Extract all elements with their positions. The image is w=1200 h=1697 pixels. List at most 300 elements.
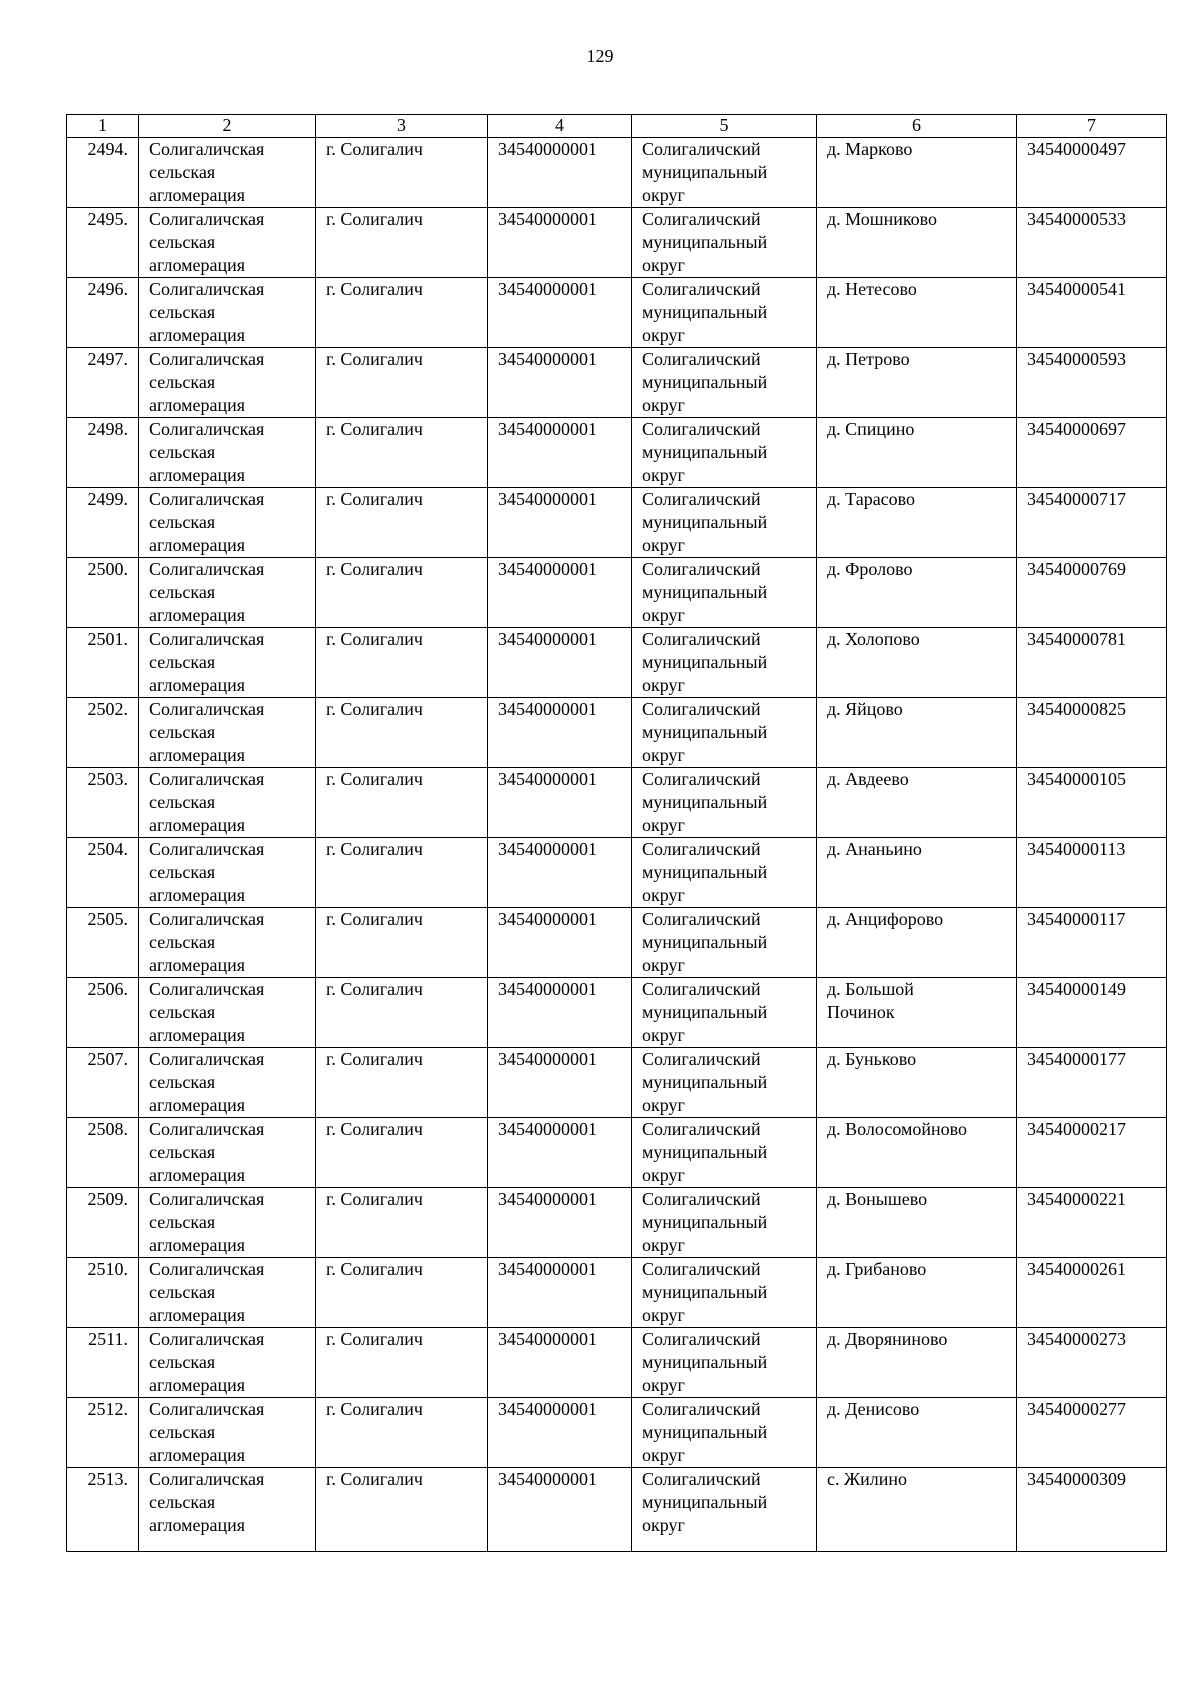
agglomeration-line: сельская: [149, 162, 216, 182]
row-number: 2513.: [67, 1468, 139, 1552]
district-line: Солигаличский: [642, 699, 761, 719]
table-row: [67, 1468, 1167, 1552]
settlement-cell: [817, 1118, 1017, 1188]
table-row: [67, 138, 1167, 208]
district-line: Солигаличский: [642, 629, 761, 649]
district-line: муниципальный: [642, 1002, 768, 1022]
agglomeration-line: сельская: [149, 1212, 216, 1232]
settlement-line: д. Петрово: [827, 349, 910, 369]
district-line: муниципальный: [642, 302, 768, 322]
agglomeration-line: сельская: [149, 1282, 216, 1302]
center-cell: г. Солигалич: [316, 1468, 488, 1552]
district-cell: [632, 768, 817, 838]
center-cell: г. Солигалич: [316, 1328, 488, 1398]
agglomeration-line: агломерация: [149, 325, 246, 345]
district-line: округ: [642, 675, 685, 695]
district-line: Солигаличский: [642, 979, 761, 999]
table-row: [67, 1118, 1167, 1188]
agglomeration-cell: [139, 1118, 316, 1188]
district-line: округ: [642, 325, 685, 345]
center-code-cell: 34540000001: [488, 1118, 632, 1188]
settlement-code-cell: 34540000149: [1017, 978, 1167, 1048]
agglomeration-line: Солигаличская: [149, 1259, 265, 1279]
district-line: округ: [642, 955, 685, 975]
center-code-cell: 34540000001: [488, 278, 632, 348]
agglomeration-line: Солигаличская: [149, 979, 265, 999]
center-code-cell: 34540000001: [488, 1468, 632, 1552]
center-code-cell: 34540000001: [488, 628, 632, 698]
agglomeration-cell: [139, 348, 316, 418]
row-number: 2496.: [67, 278, 139, 348]
agglomeration-line: агломерация: [149, 1445, 246, 1465]
district-line: Солигаличский: [642, 1329, 761, 1349]
settlement-line: с. Жилино: [827, 1469, 907, 1489]
district-cell: [632, 698, 817, 768]
district-cell: [632, 1398, 817, 1468]
center-cell: г. Солигалич: [316, 1258, 488, 1328]
settlement-cell: [817, 768, 1017, 838]
agglomeration-line: сельская: [149, 932, 216, 952]
center-cell: г. Солигалич: [316, 348, 488, 418]
settlement-code-cell: 34540000309: [1017, 1468, 1167, 1552]
row-number: 2494.: [67, 138, 139, 208]
settlement-cell: [817, 1048, 1017, 1118]
settlement-code-cell: 34540000825: [1017, 698, 1167, 768]
row-number: 2506.: [67, 978, 139, 1048]
district-cell: [632, 278, 817, 348]
district-cell: [632, 138, 817, 208]
district-line: Солигаличский: [642, 139, 761, 159]
center-code-cell: 34540000001: [488, 908, 632, 978]
center-cell: г. Солигалич: [316, 138, 488, 208]
settlement-cell: [817, 558, 1017, 628]
settlement-code-cell: 34540000781: [1017, 628, 1167, 698]
agglomeration-line: агломерация: [149, 605, 246, 625]
agglomeration-line: сельская: [149, 582, 216, 602]
center-cell: г. Солигалич: [316, 1118, 488, 1188]
agglomeration-cell: [139, 138, 316, 208]
center-code-cell: 34540000001: [488, 488, 632, 558]
settlement-line: д. Ананьино: [827, 839, 922, 859]
district-line: округ: [642, 1305, 685, 1325]
district-line: Солигаличский: [642, 279, 761, 299]
column-header: 3: [316, 115, 488, 138]
district-line: муниципальный: [642, 512, 768, 532]
center-code-cell: 34540000001: [488, 1328, 632, 1398]
table-row: [67, 838, 1167, 908]
agglomeration-line: Солигаличская: [149, 839, 265, 859]
agglomeration-line: агломерация: [149, 1025, 246, 1045]
settlement-code-cell: 34540000697: [1017, 418, 1167, 488]
agglomeration-line: Солигаличская: [149, 279, 265, 299]
table-row: [67, 1398, 1167, 1468]
district-line: округ: [642, 535, 685, 555]
center-code-cell: 34540000001: [488, 1398, 632, 1468]
column-number-header-row: [67, 115, 1167, 138]
settlement-line: д. Дворяниново: [827, 1329, 948, 1349]
settlement-code-cell: 34540000717: [1017, 488, 1167, 558]
table-body: [67, 138, 1167, 1552]
agglomeration-line: сельская: [149, 652, 216, 672]
agglomeration-line: Солигаличская: [149, 209, 265, 229]
district-line: муниципальный: [642, 162, 768, 182]
agglomeration-line: сельская: [149, 442, 216, 462]
settlement-line: д. Мошниково: [827, 209, 938, 229]
district-line: округ: [642, 395, 685, 415]
settlement-code-cell: 34540000541: [1017, 278, 1167, 348]
settlement-line: д. Яйцово: [827, 699, 903, 719]
table-row: [67, 1048, 1167, 1118]
settlement-line: д. Большой: [827, 979, 914, 999]
district-line: муниципальный: [642, 1282, 768, 1302]
center-cell: г. Солигалич: [316, 1398, 488, 1468]
district-line: округ: [642, 745, 685, 765]
agglomeration-cell: [139, 838, 316, 908]
district-line: округ: [642, 1025, 685, 1045]
district-line: округ: [642, 605, 685, 625]
table-row: [67, 348, 1167, 418]
center-code-cell: 34540000001: [488, 978, 632, 1048]
settlement-cell: [817, 138, 1017, 208]
district-cell: [632, 488, 817, 558]
district-line: муниципальный: [642, 372, 768, 392]
row-number: 2500.: [67, 558, 139, 628]
row-number: 2507.: [67, 1048, 139, 1118]
agglomeration-cell: [139, 278, 316, 348]
district-line: Солигаличский: [642, 1049, 761, 1069]
district-line: Солигаличский: [642, 1119, 761, 1139]
agglomeration-cell: [139, 628, 316, 698]
settlement-cell: [817, 1398, 1017, 1468]
agglomeration-line: Солигаличская: [149, 769, 265, 789]
agglomeration-line: сельская: [149, 232, 216, 252]
agglomeration-line: агломерация: [149, 535, 246, 555]
center-cell: г. Солигалич: [316, 628, 488, 698]
agglomeration-line: сельская: [149, 1352, 216, 1372]
agglomeration-line: сельская: [149, 1142, 216, 1162]
district-cell: [632, 1258, 817, 1328]
settlement-code-cell: 34540000177: [1017, 1048, 1167, 1118]
agglomeration-line: агломерация: [149, 1095, 246, 1115]
district-line: округ: [642, 1095, 685, 1115]
district-line: округ: [642, 465, 685, 485]
settlement-line: д. Фролово: [827, 559, 913, 579]
district-cell: [632, 628, 817, 698]
district-cell: [632, 348, 817, 418]
agglomeration-line: агломерация: [149, 815, 246, 835]
table-row: [67, 978, 1167, 1048]
center-cell: г. Солигалич: [316, 768, 488, 838]
agglomeration-line: сельская: [149, 1002, 216, 1022]
table-row: [67, 908, 1167, 978]
agglomeration-cell: [139, 558, 316, 628]
agglomeration-cell: [139, 208, 316, 278]
agglomeration-line: Солигаличская: [149, 909, 265, 929]
settlement-line: д. Волосомойново: [827, 1119, 968, 1139]
settlement-cell: [817, 488, 1017, 558]
settlement-cell: [817, 838, 1017, 908]
agglomeration-line: сельская: [149, 722, 216, 742]
district-cell: [632, 208, 817, 278]
settlement-cell: [817, 278, 1017, 348]
row-number: 2509.: [67, 1188, 139, 1258]
table-row: [67, 488, 1167, 558]
agglomeration-cell: [139, 1188, 316, 1258]
row-number: 2499.: [67, 488, 139, 558]
district-line: Солигаличский: [642, 1189, 761, 1209]
row-number: 2502.: [67, 698, 139, 768]
settlement-code-cell: 34540000221: [1017, 1188, 1167, 1258]
district-line: Солигаличский: [642, 909, 761, 929]
center-cell: г. Солигалич: [316, 278, 488, 348]
settlement-line: д. Холопово: [827, 629, 920, 649]
district-line: округ: [642, 1445, 685, 1465]
center-cell: г. Солигалич: [316, 1188, 488, 1258]
center-cell: г. Солигалич: [316, 558, 488, 628]
district-line: Солигаличский: [642, 419, 761, 439]
row-number: 2508.: [67, 1118, 139, 1188]
agglomeration-line: Солигаличская: [149, 699, 265, 719]
district-line: муниципальный: [642, 1422, 768, 1442]
agglomeration-cell: [139, 1398, 316, 1468]
table-row: [67, 768, 1167, 838]
center-code-cell: 34540000001: [488, 1258, 632, 1328]
center-code-cell: 34540000001: [488, 1188, 632, 1258]
agglomeration-line: агломерация: [149, 1515, 246, 1535]
agglomeration-line: Солигаличская: [149, 1329, 265, 1349]
settlement-cell: [817, 418, 1017, 488]
district-line: округ: [642, 885, 685, 905]
settlement-line: д. Спицино: [827, 419, 915, 439]
district-line: муниципальный: [642, 722, 768, 742]
agglomeration-line: сельская: [149, 302, 216, 322]
row-number: 2505.: [67, 908, 139, 978]
district-line: округ: [642, 1165, 685, 1185]
table-row: [67, 698, 1167, 768]
column-header: 7: [1017, 115, 1167, 138]
center-code-cell: 34540000001: [488, 1048, 632, 1118]
agglomeration-cell: [139, 1258, 316, 1328]
table-row: [67, 418, 1167, 488]
agglomeration-line: Солигаличская: [149, 1399, 265, 1419]
table-row: [67, 1328, 1167, 1398]
settlements-table: [66, 114, 1167, 1552]
settlement-cell: [817, 208, 1017, 278]
agglomeration-line: агломерация: [149, 955, 246, 975]
center-cell: г. Солигалич: [316, 908, 488, 978]
settlement-code-cell: 34540000117: [1017, 908, 1167, 978]
center-code-cell: 34540000001: [488, 418, 632, 488]
agglomeration-line: агломерация: [149, 255, 246, 275]
agglomeration-cell: [139, 1468, 316, 1552]
center-cell: г. Солигалич: [316, 978, 488, 1048]
district-line: муниципальный: [642, 932, 768, 952]
agglomeration-line: агломерация: [149, 185, 246, 205]
district-line: округ: [642, 1235, 685, 1255]
agglomeration-line: сельская: [149, 862, 216, 882]
agglomeration-line: Солигаличская: [149, 559, 265, 579]
district-line: округ: [642, 815, 685, 835]
agglomeration-line: агломерация: [149, 1375, 246, 1395]
settlement-line: д. Вонышево: [827, 1189, 928, 1209]
agglomeration-line: сельская: [149, 1492, 216, 1512]
row-number: 2503.: [67, 768, 139, 838]
agglomeration-line: сельская: [149, 792, 216, 812]
agglomeration-line: агломерация: [149, 745, 246, 765]
district-line: округ: [642, 1375, 685, 1395]
settlement-code-cell: 34540000273: [1017, 1328, 1167, 1398]
settlement-code-cell: 34540000277: [1017, 1398, 1167, 1468]
settlement-line: д. Буньково: [827, 1049, 917, 1069]
center-cell: г. Солигалич: [316, 838, 488, 908]
district-line: округ: [642, 255, 685, 275]
table-row: [67, 628, 1167, 698]
agglomeration-line: Солигаличская: [149, 1469, 265, 1489]
settlement-code-cell: 34540000105: [1017, 768, 1167, 838]
agglomeration-line: Солигаличская: [149, 489, 265, 509]
district-line: Солигаличский: [642, 1399, 761, 1419]
district-line: муниципальный: [642, 1072, 768, 1092]
agglomeration-line: агломерация: [149, 885, 246, 905]
row-number: 2511.: [67, 1328, 139, 1398]
row-number: 2501.: [67, 628, 139, 698]
settlement-code-cell: 34540000261: [1017, 1258, 1167, 1328]
district-line: Солигаличский: [642, 1469, 761, 1489]
district-line: Солигаличский: [642, 209, 761, 229]
row-number: 2512.: [67, 1398, 139, 1468]
column-header: 1: [67, 115, 139, 138]
settlement-cell: [817, 698, 1017, 768]
settlement-code-cell: 34540000113: [1017, 838, 1167, 908]
district-line: муниципальный: [642, 232, 768, 252]
agglomeration-cell: [139, 488, 316, 558]
agglomeration-line: сельская: [149, 1422, 216, 1442]
agglomeration-line: Солигаличская: [149, 349, 265, 369]
district-cell: [632, 1188, 817, 1258]
settlement-cell: [817, 978, 1017, 1048]
district-line: округ: [642, 185, 685, 205]
agglomeration-cell: [139, 1048, 316, 1118]
settlement-code-cell: 34540000497: [1017, 138, 1167, 208]
settlement-line: д. Анцифорово: [827, 909, 944, 929]
settlement-cell: [817, 1468, 1017, 1552]
settlement-line: д. Марково: [827, 139, 913, 159]
row-number: 2510.: [67, 1258, 139, 1328]
column-header: 6: [817, 115, 1017, 138]
page-number: 129: [586, 46, 614, 66]
center-code-cell: 34540000001: [488, 558, 632, 628]
district-line: муниципальный: [642, 652, 768, 672]
district-line: муниципальный: [642, 1212, 768, 1232]
column-header: 2: [139, 115, 316, 138]
agglomeration-line: сельская: [149, 512, 216, 532]
settlement-line: д. Грибаново: [827, 1259, 927, 1279]
agglomeration-line: агломерация: [149, 1305, 246, 1325]
row-number: 2498.: [67, 418, 139, 488]
center-cell: г. Солигалич: [316, 418, 488, 488]
settlement-code-cell: 34540000769: [1017, 558, 1167, 628]
agglomeration-line: агломерация: [149, 1235, 246, 1255]
table-row: [67, 1188, 1167, 1258]
settlement-line: д. Тарасово: [827, 489, 916, 509]
row-number: 2504.: [67, 838, 139, 908]
center-code-cell: 34540000001: [488, 138, 632, 208]
settlement-line: Починок: [827, 1002, 895, 1022]
district-line: Солигаличский: [642, 349, 761, 369]
district-cell: [632, 1048, 817, 1118]
agglomeration-line: агломерация: [149, 465, 246, 485]
center-cell: г. Солигалич: [316, 1048, 488, 1118]
agglomeration-line: сельская: [149, 1072, 216, 1092]
column-header: 5: [632, 115, 817, 138]
row-number: 2495.: [67, 208, 139, 278]
center-code-cell: 34540000001: [488, 768, 632, 838]
center-cell: г. Солигалич: [316, 208, 488, 278]
row-number: 2497.: [67, 348, 139, 418]
center-code-cell: 34540000001: [488, 208, 632, 278]
center-code-cell: 34540000001: [488, 348, 632, 418]
district-line: муниципальный: [642, 442, 768, 462]
agglomeration-line: Солигаличская: [149, 419, 265, 439]
agglomeration-cell: [139, 978, 316, 1048]
table-row: [67, 558, 1167, 628]
settlement-cell: [817, 908, 1017, 978]
center-cell: г. Солигалич: [316, 488, 488, 558]
agglomeration-line: агломерация: [149, 675, 246, 695]
settlement-cell: [817, 1328, 1017, 1398]
table-row: [67, 1258, 1167, 1328]
agglomeration-line: Солигаличская: [149, 1119, 265, 1139]
district-cell: [632, 418, 817, 488]
agglomeration-line: агломерация: [149, 395, 246, 415]
district-line: муниципальный: [642, 792, 768, 812]
district-line: муниципальный: [642, 1492, 768, 1512]
agglomeration-line: Солигаличская: [149, 1189, 265, 1209]
center-code-cell: 34540000001: [488, 838, 632, 908]
settlement-line: д. Авдеево: [827, 769, 909, 789]
district-line: Солигаличский: [642, 559, 761, 579]
settlement-cell: [817, 1258, 1017, 1328]
district-cell: [632, 1328, 817, 1398]
district-line: муниципальный: [642, 1142, 768, 1162]
settlement-line: д. Денисово: [827, 1399, 920, 1419]
district-line: Солигаличский: [642, 1259, 761, 1279]
agglomeration-cell: [139, 908, 316, 978]
district-line: муниципальный: [642, 862, 768, 882]
agglomeration-cell: [139, 768, 316, 838]
district-cell: [632, 908, 817, 978]
agglomeration-line: Солигаличская: [149, 1049, 265, 1069]
column-header: 4: [488, 115, 632, 138]
settlement-cell: [817, 348, 1017, 418]
settlement-code-cell: 34540000217: [1017, 1118, 1167, 1188]
agglomeration-line: Солигаличская: [149, 629, 265, 649]
settlement-code-cell: 34540000533: [1017, 208, 1167, 278]
settlement-cell: [817, 1188, 1017, 1258]
district-line: Солигаличский: [642, 769, 761, 789]
settlement-line: д. Нетесово: [827, 279, 917, 299]
district-line: округ: [642, 1515, 685, 1535]
center-code-cell: 34540000001: [488, 698, 632, 768]
agglomeration-line: Солигаличская: [149, 139, 265, 159]
district-line: муниципальный: [642, 1352, 768, 1372]
district-cell: [632, 838, 817, 908]
center-cell: г. Солигалич: [316, 698, 488, 768]
district-cell: [632, 558, 817, 628]
agglomeration-line: сельская: [149, 372, 216, 392]
district-line: Солигаличский: [642, 839, 761, 859]
agglomeration-line: агломерация: [149, 1165, 246, 1185]
